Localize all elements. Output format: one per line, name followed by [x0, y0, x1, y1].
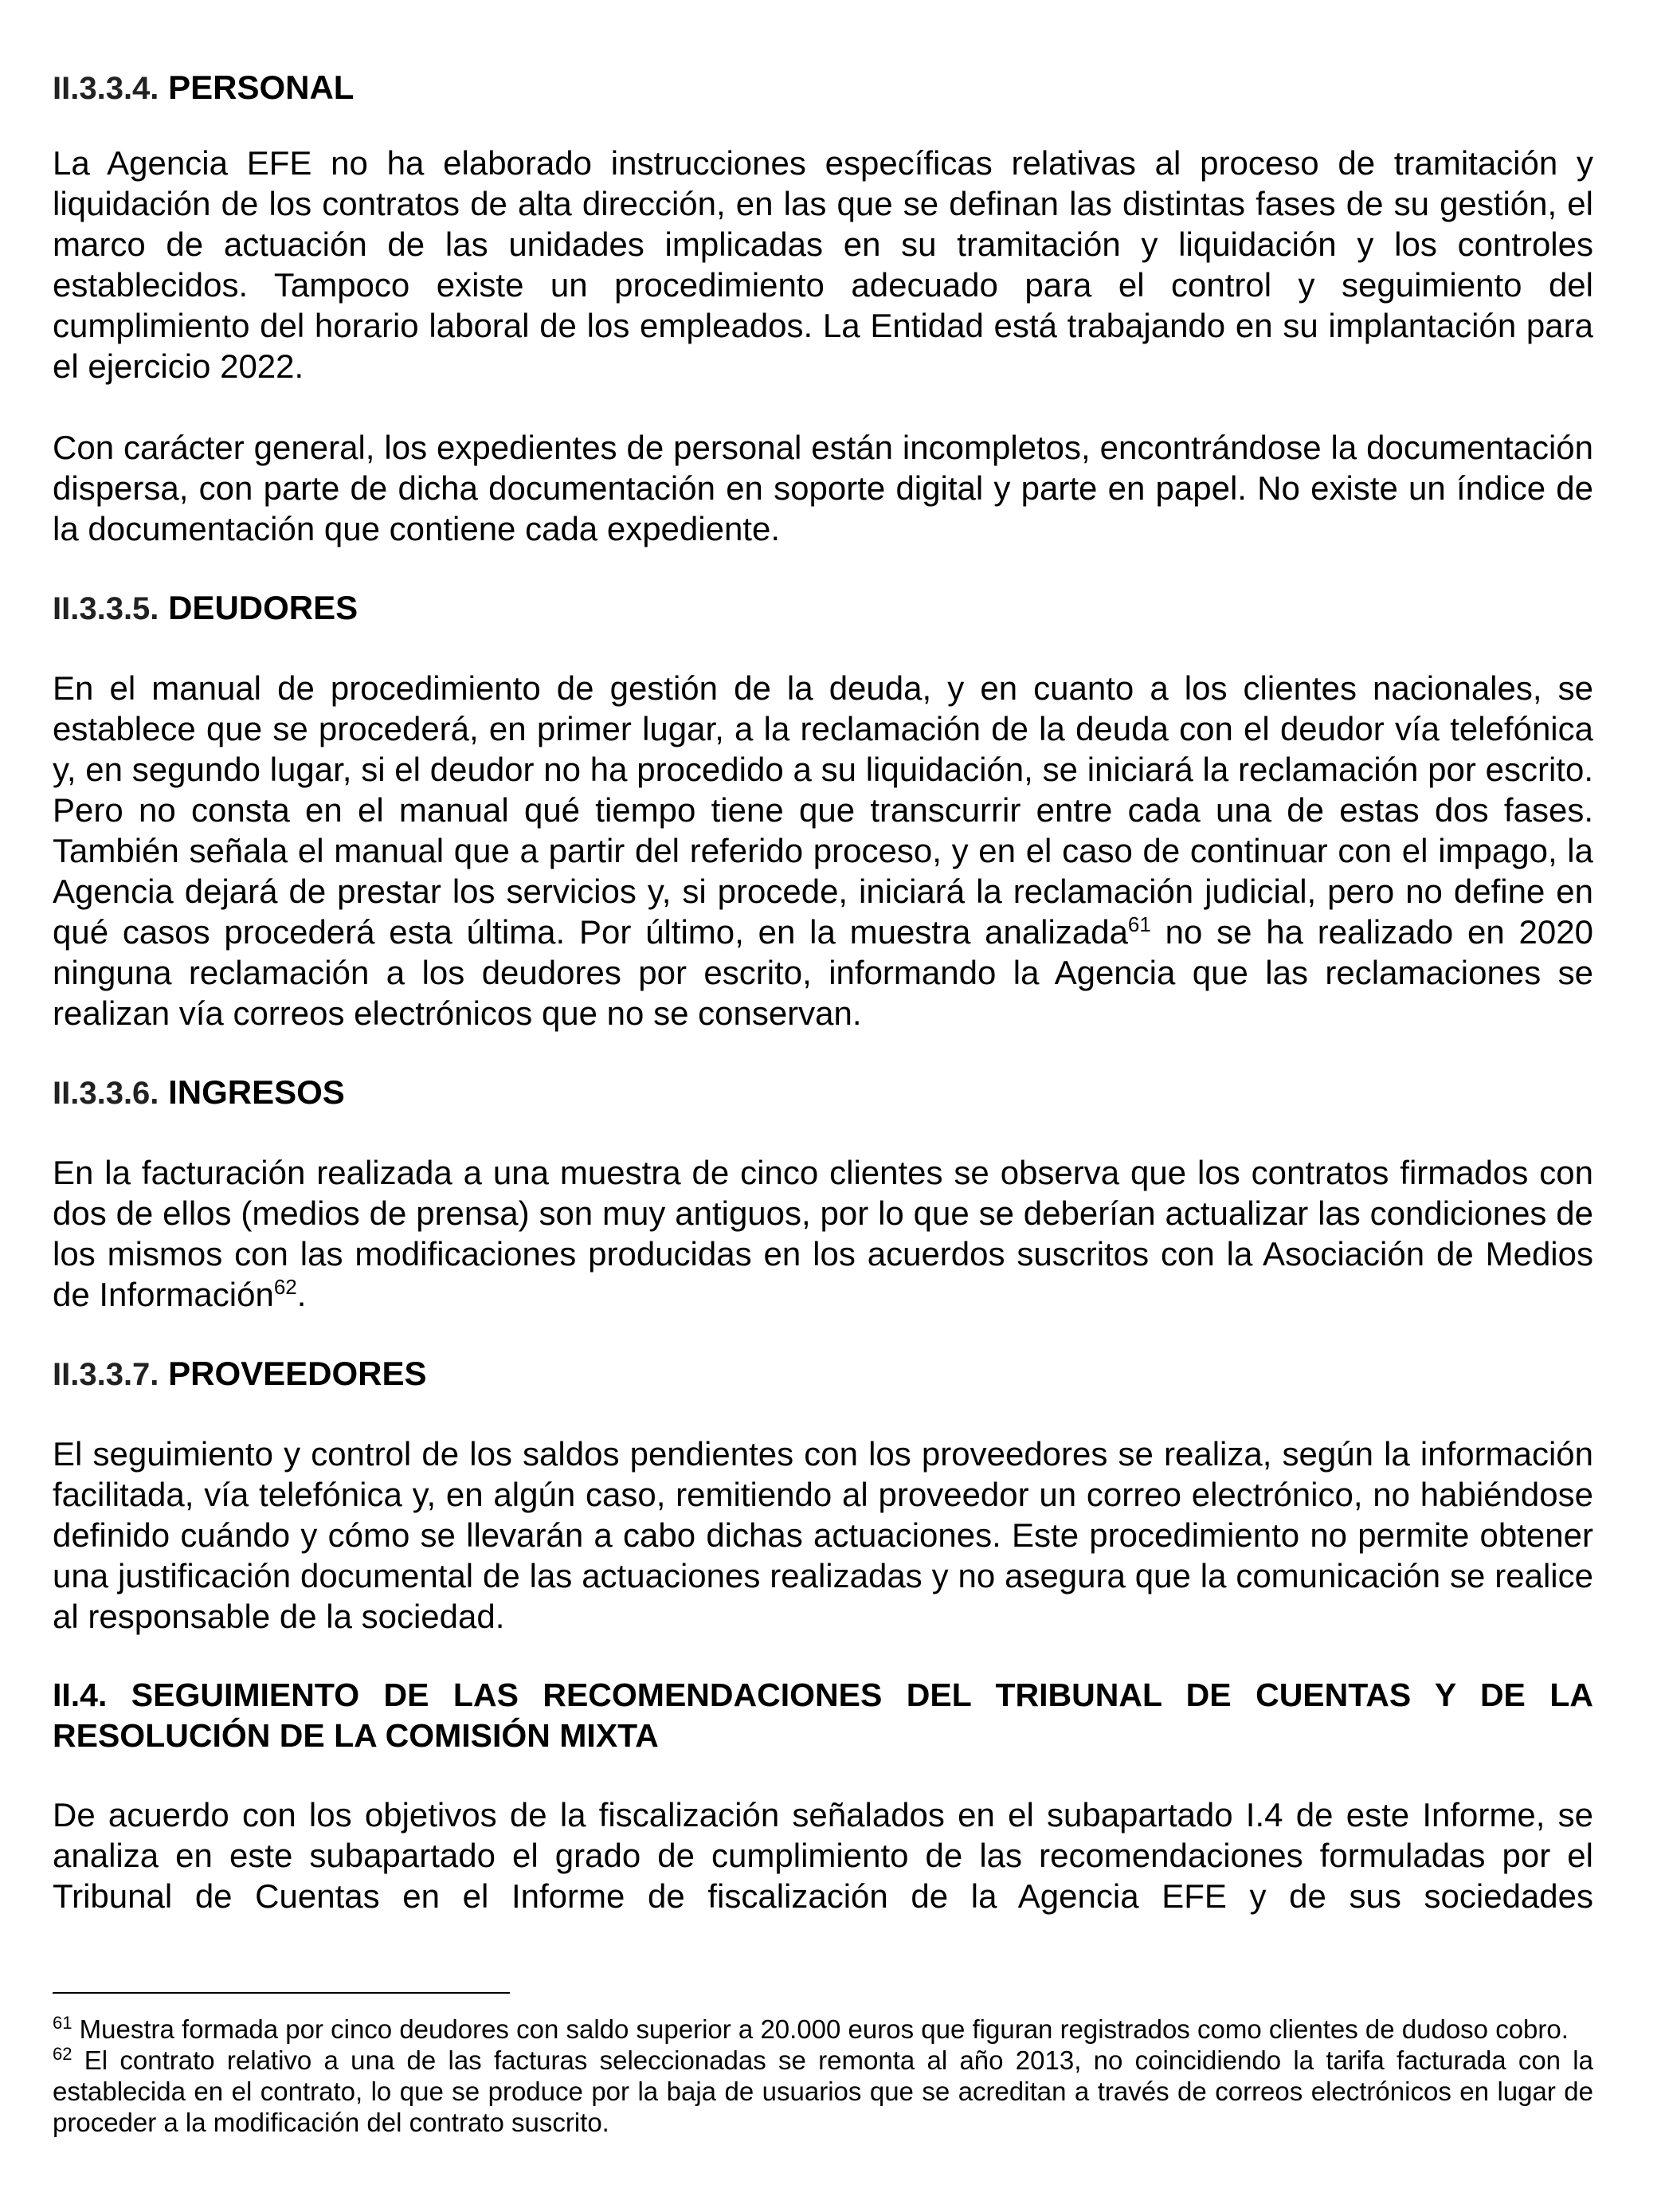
section-heading-personal: [53, 67, 1593, 109]
footnote-number: 61: [53, 2013, 72, 2033]
section-heading-deudores: [53, 587, 1593, 629]
document-page: [53, 67, 1593, 1916]
paragraph-text: .: [296, 1276, 307, 1313]
paragraph-personal-1: La Agencia EFE no ha elaborado instrucciones específicas relativas al proceso de tramitación y liquidación de los contratos de alta dirección, en las que se definan las distintas fases de su gestión, el marco de actuación de las unidades implicadas en su tramitación y liquidación y los controles establecidos. Tampoco existe un procedimiento adecuado para el control y seguimiento del cumplimiento del horario laboral de los empleados. La Entidad está trabajando en su implantación para el ejercicio 2022.: [53, 144, 1593, 385]
footnote-text: Muestra formada por cinco deudores con saldo superior a 20.000 euros que figuran registrados como clientes de dudoso cobro.: [72, 2014, 1569, 2044]
footnote-ref-61[interactable]: 61: [1127, 912, 1151, 936]
footnote-text: El contrato relativo a una de las facturas seleccionadas se remonta al año 2013, no coincidiendo la tarifa facturada con la establecida en el contrato, lo que se produce por la baja de usuarios que se acreditan a través de correos electrónicos en lugar de proceder a la modificación del contrato suscrito.: [53, 2045, 1593, 2137]
footnotes: [53, 2014, 1593, 2138]
section-number: II.3.3.4.: [53, 71, 159, 106]
footnote-number: 62: [53, 2044, 72, 2064]
section-title: INGRESOS: [168, 1073, 345, 1111]
section-title: PROVEEDORES: [168, 1355, 427, 1392]
footnote-62: [53, 2045, 1593, 2138]
section-number: II.3.3.5.: [53, 591, 159, 626]
footnote-61: [53, 2014, 1593, 2045]
section-number: II.3.3.6.: [53, 1076, 159, 1111]
paragraph-ingresos-1: [53, 1152, 1593, 1315]
section-heading-ingresos: [53, 1072, 1593, 1114]
section-heading-proveedores: [53, 1353, 1593, 1395]
paragraph-text: En la facturación realizada a una muestra de cinco clientes se observa que los contratos firmados con dos de ellos (medios de prensa) son muy antiguos, por lo que se deberían actualizar las condiciones de los mismos con las modificaciones producidas en los acuerdos suscritos con la Asociación de Medios de Información: [53, 1154, 1593, 1313]
paragraph-deudores-1: [53, 668, 1593, 1033]
paragraph-seguimiento-1: De acuerdo con los objetivos de la fiscalización señalados en el subapartado I.4 de este Informe, se analiza en este subapartado el grado de cumplimiento de las recomendaciones formuladas por el Tribunal de Cuentas en el Informe de fiscalización de la Agencia EFE y de sus sociedades: [53, 1796, 1593, 1915]
paragraph-proveedores-1: El seguimiento y control de los saldos pendientes con los proveedores se realiza, según la información facilitada, vía telefónica y, en algún caso, remitiendo al proveedor un correo electrónico, no habiéndose definido cuándo y cómo se llevarán a cabo dichas actuaciones. Este procedimiento no permite obtener una justificación documental de las actuaciones realizadas y no asegura que la comunicación se realice al responsable de la sociedad.: [53, 1435, 1593, 1635]
paragraph-personal-2: Con carácter general, los expedientes de personal están incompletos, encontrándose la documentación dispersa, con parte de dicha documentación en soporte digital y parte en papel. No existe un índice de la documentación que contiene cada expediente.: [53, 429, 1593, 547]
section-title: DEUDORES: [168, 589, 358, 626]
footnote-separator: [53, 1992, 510, 1994]
section-title: PERSONAL: [168, 69, 355, 106]
paragraph-text: En el manual de procedimiento de gestión de la deuda, y en cuanto a los clientes nacionales, se establece que se procederá, en primer lugar, a la reclamación de la deuda con el deudor vía telefónica y, en segundo lugar, si el deudor no ha procedido a su liquidación, se iniciará la reclamación por escrito. Pero no consta en el manual qué tiempo tiene que transcurrir entre cada una de estas dos fases. También señala el manual que a partir del referido proceso, y en el caso de continuar con el impago, la Agencia dejará de prestar los servicios y, si procede, iniciará la reclamación judicial, pero no define en qué casos procederá esta última. Por último, en la muestra analizada: [53, 669, 1593, 951]
section-heading-seguimiento: II.4. SEGUIMIENTO DE LAS RECOMENDACIONES DEL TRIBUNAL DE CUENTAS Y DE LA RESOLUCIÓN DE LA COMISIÓN MIXTA: [53, 1677, 1593, 1754]
paragraph-text: no se ha realizado en 2020 ninguna reclamación a los deudores por escrito, informando la Agencia que las reclamaciones se realizan vía correos electrónicos que no se conservan.: [53, 913, 1593, 1032]
footnote-ref-62[interactable]: 62: [273, 1275, 297, 1299]
section-number: II.3.3.7.: [53, 1357, 159, 1392]
